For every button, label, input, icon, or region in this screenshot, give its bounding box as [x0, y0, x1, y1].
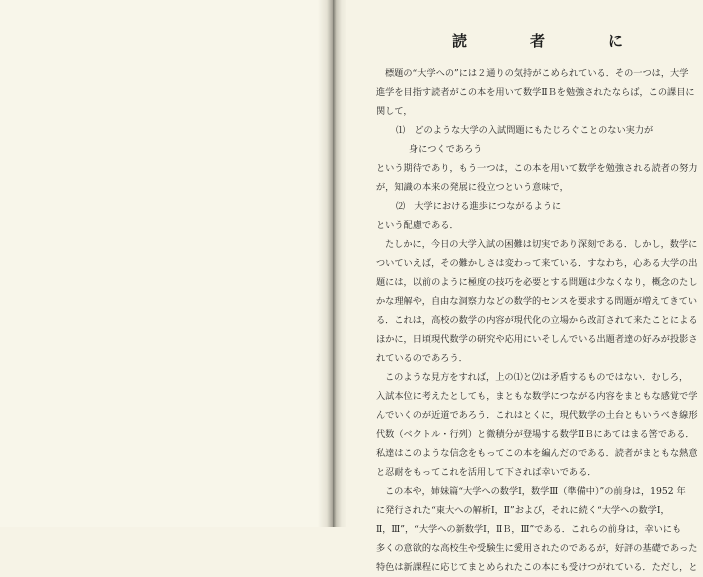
text-line: 題には，以前のように極度の技巧を必要とする問題は少なくなり，概念のたし [376, 277, 698, 288]
text-line: と忍耐をもってこれを活用して下されば幸いである． [376, 467, 597, 478]
text-line: 私達はこのような信念をもってこの本を編んだのである．読者がまともな熱意 [376, 448, 698, 459]
text-line: という配慮である． [376, 220, 459, 231]
book-gutter [318, 0, 348, 527]
text-line: 代数（ベクトル・行列）と微積分が登場する数学ⅡＢにあてはまる筈である． [376, 429, 695, 440]
text-line: に発行された“東大への解析Ⅰ，Ⅱ”および，それに続く“大学への数学Ⅰ， [376, 505, 670, 516]
body-text [376, 64, 698, 577]
text-line: という期待であり，もう一つは，この本を用いて数学を勉強される読者の努力 [376, 163, 698, 174]
page-heading: 読 者 に [451, 32, 647, 50]
text-line: たしかに，今日の大学入試の困難は切実であり深刻である．しかし，数学に [385, 239, 698, 250]
text-line: んでいくのが近道であろう．これはとくに，現代数学の土台ともいうべき線形 [376, 410, 698, 421]
text-line: ⑵ 大学における進歩につながるように [396, 201, 562, 212]
text-line: れているのであろう． [376, 353, 468, 364]
text-line: 関して， [376, 106, 413, 117]
text-line: 特色は新課程に応じてまとめられたこの本にも受けつがれている．ただし，と [376, 562, 698, 573]
text-line: かな理解や，自由な洞察力などの数学的センスを要求する問題が増えてきてい [376, 296, 698, 307]
text-line: この本や，姉妹篇“大学への数学Ⅰ，数学Ⅲ（準備中）”の前身は，1952 年 [385, 486, 686, 497]
text-line: が，知識の本来の発展に役立つという意味で， [376, 182, 569, 193]
right-page [346, 0, 703, 573]
text-line: 標題の“大学への”には２通りの気持がこめられている．その一つは，大学 [385, 68, 689, 79]
text-line: る．これは，高校の数学の内容が現代化の立場から改訂されて来たことによる [376, 315, 698, 326]
text-line: 身につくであろう [409, 144, 483, 155]
left-page-blank [0, 0, 328, 527]
text-line: ついていえば，その難かしさは変わって来ている．すなわち，心ある大学の出 [376, 258, 698, 269]
text-line: 進学を目指す読者がこの本を用いて数学ⅡＢを勉強されたならば，この課目に [376, 87, 695, 98]
text-line: このような見方をすれば，上の⑴と⑵は矛盾するものではない．むしろ， [385, 372, 689, 383]
text-line: ほかに，日頃現代数学の研究や応用にいそしんでいる出題者達の好みが投影さ [376, 334, 698, 345]
text-line: ⑴ どのような大学の入試問題にもたじろぐことのない実力が [396, 125, 654, 136]
text-line: 入試本位に考えたとしても，まともな数学につながる内容をまともな感覚で学 [376, 391, 698, 402]
text-line: Ⅱ，Ⅲ”，“大学への新数学Ⅰ，ⅡＢ，Ⅲ”である．これらの前身は，幸いにも [376, 524, 682, 535]
text-line: 多くの意欲的な高校生や受験生に愛用されたのであるが，好評の基礎であった [376, 543, 698, 554]
